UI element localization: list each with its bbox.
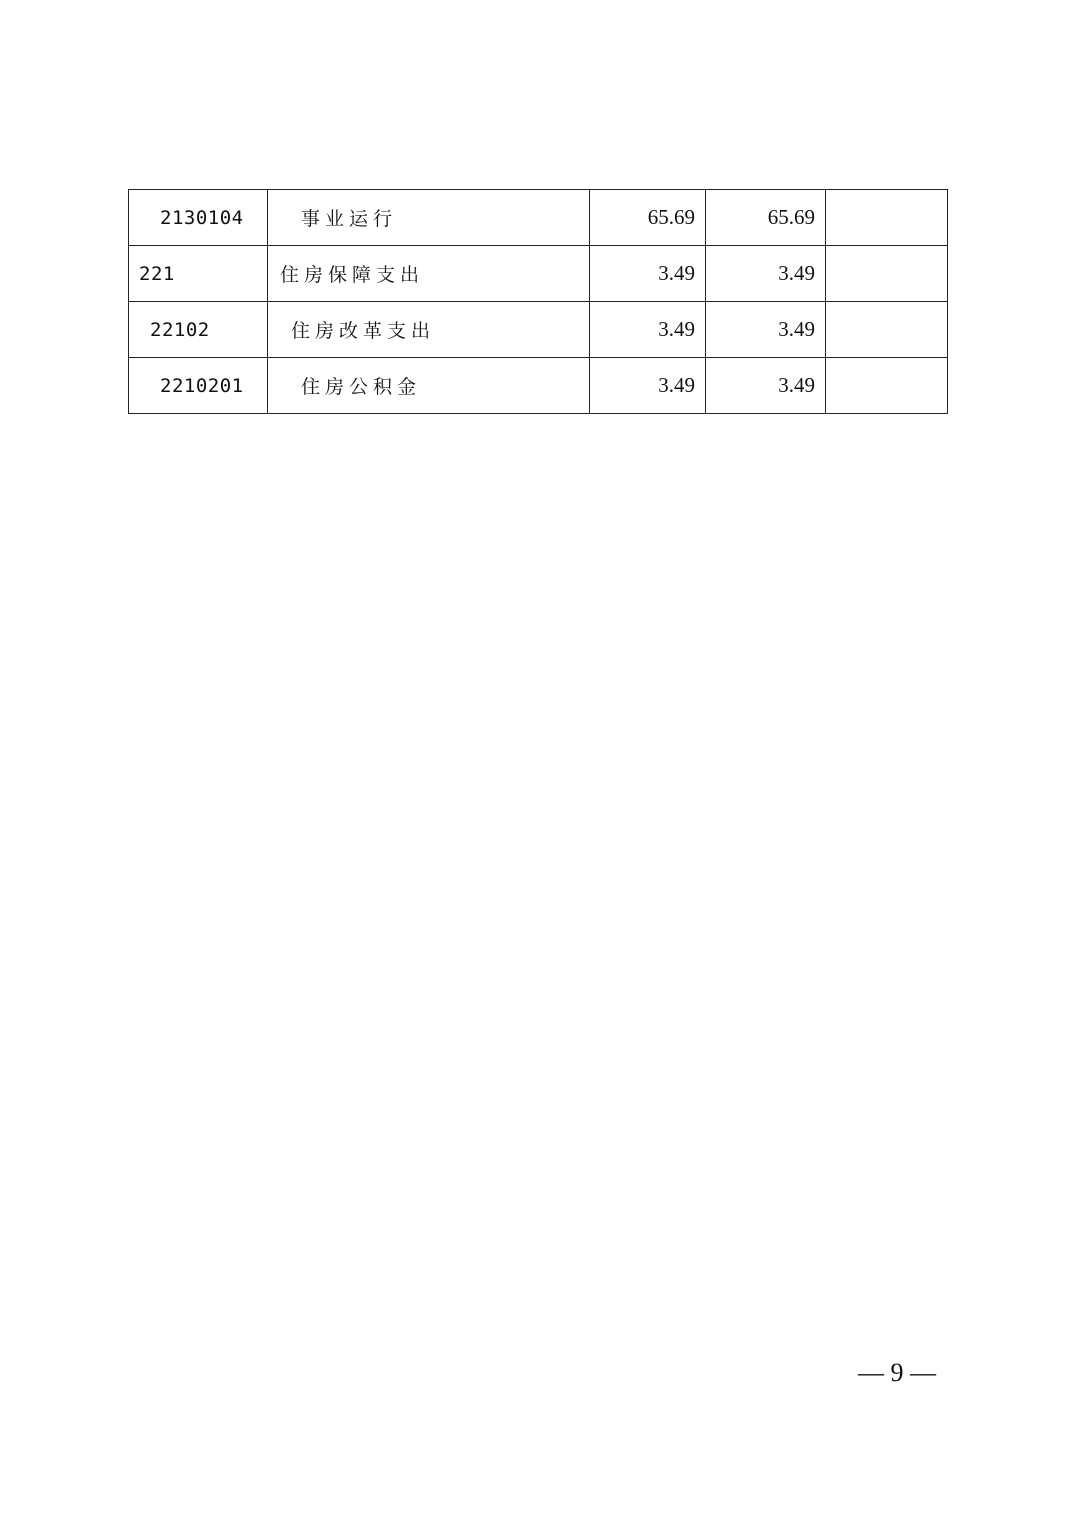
amount-cell: 65.69 <box>706 190 826 246</box>
subject-name: 住房改革支出 <box>268 302 590 358</box>
table-row <box>129 246 948 302</box>
amount-cell <box>826 358 948 414</box>
table-row <box>129 302 948 358</box>
table-row <box>129 190 948 246</box>
expenditure-table <box>128 189 948 414</box>
table-row <box>129 358 948 414</box>
subject-code: 22102 <box>129 302 268 358</box>
subject-name: 事业运行 <box>268 190 590 246</box>
amount-cell <box>826 302 948 358</box>
subject-name: 住房公积金 <box>268 358 590 414</box>
amount-cell: 3.49 <box>706 358 826 414</box>
amount-cell: 3.49 <box>706 246 826 302</box>
subject-code: 2210201 <box>129 358 268 414</box>
amount-cell: 3.49 <box>590 246 706 302</box>
amount-cell: 65.69 <box>590 190 706 246</box>
amount-cell: 3.49 <box>706 302 826 358</box>
subject-code: 2130104 <box>129 190 268 246</box>
amount-cell <box>826 190 948 246</box>
amount-cell: 3.49 <box>590 302 706 358</box>
page-number: — 9 — <box>858 1358 936 1387</box>
amount-cell: 3.49 <box>590 358 706 414</box>
subject-name: 住房保障支出 <box>268 246 590 302</box>
subject-code: 221 <box>129 246 268 302</box>
amount-cell <box>826 246 948 302</box>
